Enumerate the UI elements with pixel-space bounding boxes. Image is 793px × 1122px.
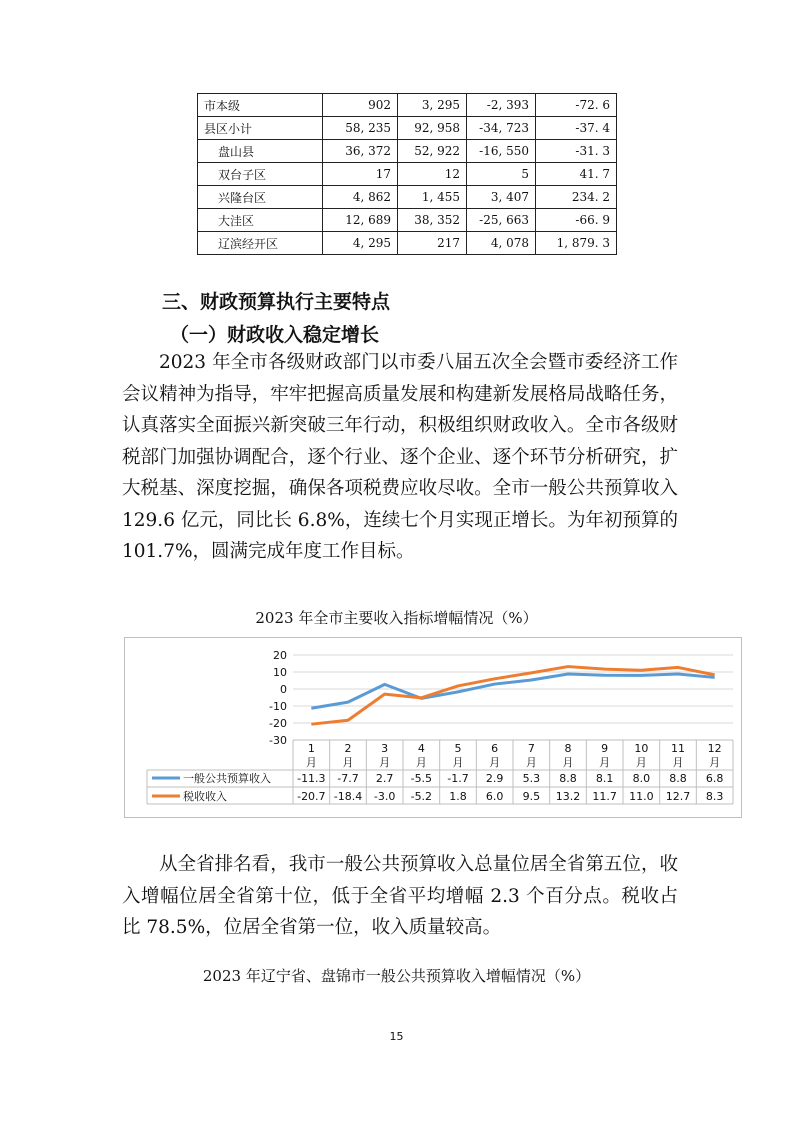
- data-label: 8.0: [632, 772, 651, 785]
- table-row: [198, 186, 617, 209]
- table-row: [198, 232, 617, 255]
- data-label: 8.8: [669, 772, 687, 785]
- data-label: 11.0: [629, 790, 654, 803]
- body-paragraph-2: 从全省排名看，我市一般公共预算收入总量位居全省第五位，收入增幅位居全省第十位，低于全省平均增幅 2.3 个百分点。税收占比 78.5%，位居全省第一位，收入质量较高。: [122, 854, 678, 938]
- table-cell: 17: [323, 163, 398, 186]
- data-label: 13.2: [555, 790, 581, 803]
- table-cell: 52, 922: [398, 140, 467, 163]
- table-cell: 3, 295: [398, 94, 467, 117]
- x-tick-label: 1: [307, 742, 315, 755]
- data-label: 12.7: [665, 790, 691, 803]
- table-cell: 4, 295: [323, 232, 398, 255]
- x-tick-label: 月: [415, 756, 427, 769]
- table-cell: 234. 2: [536, 186, 617, 209]
- x-tick-label: 月: [305, 756, 317, 769]
- y-tick-label: 10: [273, 666, 287, 679]
- table-cell: 58, 235: [323, 117, 398, 140]
- row-label: 大洼区: [198, 209, 323, 232]
- data-label: -5.2: [410, 790, 433, 803]
- data-label: 8.8: [559, 772, 577, 785]
- table-cell: 12: [398, 163, 467, 186]
- x-tick-label: 月: [709, 756, 721, 769]
- data-label: -5.5: [410, 772, 433, 785]
- row-label: 双台子区: [198, 163, 323, 186]
- x-tick-label: 月: [599, 756, 611, 769]
- section-heading: 三、财政预算执行主要特点: [162, 291, 391, 313]
- page-number: 15: [389, 1030, 404, 1043]
- x-tick-label: 月: [489, 756, 501, 769]
- x-tick-label: 6: [491, 742, 499, 755]
- row-label: 盘山县: [198, 140, 323, 163]
- data-label: -1.7: [447, 772, 469, 785]
- x-tick-label: 月: [379, 756, 391, 769]
- table-row: [198, 163, 617, 186]
- table-cell: 92, 958: [398, 117, 467, 140]
- row-label: 县区小计: [198, 117, 323, 140]
- x-tick-label: 月: [672, 756, 684, 769]
- body-paragraph-1: 2023 年全市各级财政部门以市委八届五次全会暨市委经济工作会议精神为指导，牢牢把握高质量发展和构建新发展格局战略任务，认真落实全面振兴新突破三年行动，积极组织财政收入。全市各级财税部门加强协调配合，逐个行业、逐个企业、逐个环节分析研究，扩大税基、深度挖掘，确保各项税费应收尽收。全市一般公共预算收入 129.6 亿元，同比长 6.8%，连续七个月实现正增长。为年初预算的 101.7%，圆满完成年度工作目标。: [122, 352, 678, 562]
- x-tick-label: 4: [417, 742, 425, 755]
- data-label: 2.7: [375, 772, 394, 785]
- table-cell: -2, 393: [467, 94, 536, 117]
- y-tick-label: -20: [269, 717, 287, 730]
- data-label: -20.7: [297, 790, 326, 803]
- x-tick-label: 月: [452, 756, 464, 769]
- y-tick-label: 0: [280, 683, 287, 696]
- row-label: 市本级: [198, 94, 323, 117]
- data-label: 6.0: [485, 790, 504, 803]
- data-label: 6.8: [705, 772, 724, 785]
- table-cell: -66. 9: [536, 209, 617, 232]
- table-cell: 36, 372: [323, 140, 398, 163]
- table-cell: 4, 862: [323, 186, 398, 209]
- x-tick-label: 8: [564, 742, 572, 755]
- table-cell: 1, 879. 3: [536, 232, 617, 255]
- data-label: 1.8: [449, 790, 467, 803]
- table-cell: 3, 407: [467, 186, 536, 209]
- next-chart-caption: 2023 年辽宁省、盘锦市一般公共预算收入增幅情况（%）: [202, 967, 591, 985]
- data-label: 8.3: [705, 790, 724, 803]
- table-cell: 12, 689: [323, 209, 398, 232]
- table-cell: 4, 078: [467, 232, 536, 255]
- table-row: [198, 140, 617, 163]
- table-cell: 38, 352: [398, 209, 467, 232]
- table-cell: 1, 455: [398, 186, 467, 209]
- legend-label: 一般公共预算收入: [183, 772, 271, 785]
- x-tick-label: 月: [562, 756, 574, 769]
- x-tick-label: 11: [671, 742, 685, 755]
- legend-label: 税收收入: [183, 790, 227, 803]
- data-label: 8.1: [595, 772, 614, 785]
- table-cell: -16, 550: [467, 140, 536, 163]
- data-label: -7.7: [337, 772, 359, 785]
- data-label: 11.7: [592, 790, 617, 803]
- x-tick-label: 9: [601, 742, 609, 755]
- y-tick-label: 20: [273, 649, 287, 662]
- subsection-heading: （一）财政收入稳定增长: [170, 324, 380, 346]
- y-tick-label: -10: [269, 700, 287, 713]
- table-cell: 902: [323, 94, 398, 117]
- table-cell: -25, 663: [467, 209, 536, 232]
- x-tick-label: 5: [454, 742, 462, 755]
- table-cell: -72. 6: [536, 94, 617, 117]
- table-cell: -31. 3: [536, 140, 617, 163]
- table-row: [198, 209, 617, 232]
- data-label: 5.3: [522, 772, 541, 785]
- row-label: 兴隆台区: [198, 186, 323, 209]
- x-tick-label: 月: [635, 756, 647, 769]
- revenue-table: [197, 93, 617, 255]
- table-cell: 41. 7: [536, 163, 617, 186]
- x-tick-label: 月: [525, 756, 537, 769]
- data-label: 9.5: [522, 790, 541, 803]
- table-row: [198, 94, 617, 117]
- data-label: -18.4: [333, 790, 363, 803]
- x-tick-label: 12: [707, 742, 722, 755]
- chart-caption: 2023 年全市主要收入指标增幅情况（%）: [255, 609, 538, 627]
- x-tick-label: 3: [381, 742, 389, 755]
- x-tick-label: 月: [342, 756, 354, 769]
- table-cell: 5: [467, 163, 536, 186]
- table-cell: 217: [398, 232, 467, 255]
- data-label: -3.0: [373, 790, 396, 803]
- x-tick-label: 10: [634, 742, 649, 755]
- table-cell: -37. 4: [536, 117, 617, 140]
- x-tick-label: 7: [527, 742, 535, 755]
- line-chart: [124, 637, 742, 818]
- data-label: -11.3: [297, 772, 326, 785]
- chart-svg: [125, 638, 741, 817]
- data-label: 2.9: [485, 772, 504, 785]
- x-tick-label: 2: [344, 742, 352, 755]
- y-tick-label: -30: [269, 734, 287, 747]
- table-row: [198, 117, 617, 140]
- table-cell: -34, 723: [467, 117, 536, 140]
- row-label: 辽滨经开区: [198, 232, 323, 255]
